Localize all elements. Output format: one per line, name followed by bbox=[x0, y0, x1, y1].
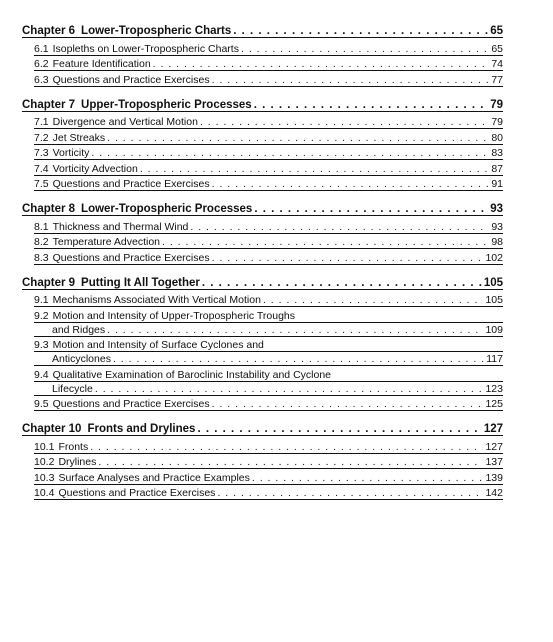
section-title: Surface Analyses and Practice Examples bbox=[58, 471, 250, 484]
section-title: Divergence and Vertical Motion bbox=[52, 116, 198, 128]
chapter-block bbox=[22, 420, 503, 500]
section-title: Questions and Practice Exercises bbox=[52, 251, 210, 264]
section-entry-link[interactable] bbox=[34, 292, 503, 308]
section-title-continued: and Ridges bbox=[52, 323, 106, 336]
section-title-continued: Anticyclones bbox=[52, 353, 111, 365]
dot-leader bbox=[95, 383, 484, 395]
chapter-title: Putting It All Together bbox=[81, 276, 200, 289]
section-entry-link[interactable] bbox=[34, 145, 503, 161]
section-line-continued bbox=[34, 382, 503, 396]
section-number: 6.2 bbox=[34, 58, 49, 70]
dot-leader bbox=[202, 277, 482, 289]
section-title: Vorticity Advection bbox=[52, 162, 138, 175]
dot-leader bbox=[200, 116, 489, 128]
section-entry-link[interactable] bbox=[34, 129, 503, 145]
section-number: 7.2 bbox=[34, 131, 49, 144]
section-page-number: 105 bbox=[485, 294, 503, 306]
section-title: Drylines bbox=[58, 456, 97, 468]
chapter-block bbox=[22, 96, 503, 192]
chapter-heading-link[interactable] bbox=[22, 420, 503, 436]
section-number: 9.1 bbox=[34, 294, 49, 306]
section-entry-link[interactable] bbox=[34, 40, 503, 56]
section-entry-link[interactable] bbox=[34, 307, 503, 337]
chapter-page-number: 93 bbox=[490, 203, 503, 215]
chapter-page-number: 105 bbox=[483, 276, 503, 289]
section-number: 8.3 bbox=[34, 251, 49, 264]
section-page-number: 137 bbox=[485, 456, 503, 468]
dot-leader bbox=[113, 353, 484, 365]
section-entry-link[interactable] bbox=[34, 218, 503, 234]
section-title: Questions and Practice Exercises bbox=[58, 487, 216, 499]
dot-leader bbox=[254, 203, 488, 215]
dot-leader bbox=[212, 252, 484, 264]
section-page-number: 139 bbox=[485, 471, 503, 484]
section-number: 6.1 bbox=[34, 42, 49, 55]
chapter-page-number: 79 bbox=[490, 98, 503, 111]
section-entry-link[interactable] bbox=[34, 485, 503, 501]
table-of-contents bbox=[22, 22, 503, 509]
section-title: Questions and Practice Exercises bbox=[52, 178, 210, 190]
section-number: 7.4 bbox=[34, 162, 49, 175]
section-entry-link[interactable] bbox=[34, 234, 503, 250]
chapter-page-number: 127 bbox=[483, 423, 503, 435]
section-page-number: 77 bbox=[491, 73, 503, 86]
section-title: Qualitative Examination of Baroclinic Instability and Cyclone bbox=[52, 368, 331, 381]
section-title: Fronts bbox=[58, 440, 89, 453]
chapter-number: Chapter 9 bbox=[22, 276, 76, 289]
section-number: 10.4 bbox=[34, 487, 55, 499]
section-line bbox=[34, 337, 503, 353]
dot-leader bbox=[263, 294, 484, 306]
chapter-title: Lower-Tropospheric Processes bbox=[81, 203, 253, 215]
chapter-title: Upper-Tropospheric Processes bbox=[81, 98, 252, 111]
section-entry-link[interactable] bbox=[34, 454, 503, 470]
section-number: 8.2 bbox=[34, 236, 49, 248]
section-page-number: 80 bbox=[491, 131, 503, 144]
section-title: Questions and Practice Exercises bbox=[52, 398, 210, 410]
chapter-number: Chapter 10 bbox=[22, 423, 82, 435]
dot-leader bbox=[190, 221, 489, 233]
section-number: 8.1 bbox=[34, 220, 49, 233]
section-line bbox=[34, 307, 503, 323]
section-title: Isopleths on Lower-Tropospheric Charts bbox=[52, 42, 239, 55]
section-entry-link[interactable] bbox=[34, 176, 503, 192]
section-title: Mechanisms Associated With Vertical Motion bbox=[52, 294, 261, 306]
section-number: 6.3 bbox=[34, 73, 49, 86]
chapter-block bbox=[22, 274, 503, 412]
chapter-heading-link[interactable] bbox=[22, 22, 503, 38]
section-title: Vorticity bbox=[52, 147, 90, 159]
section-page-number: 65 bbox=[491, 42, 503, 55]
dot-leader bbox=[254, 99, 489, 111]
section-page-number: 117 bbox=[486, 353, 503, 365]
chapter-title: Fronts and Drylines bbox=[87, 423, 196, 435]
section-title: Questions and Practice Exercises bbox=[52, 73, 210, 86]
section-number: 10.1 bbox=[34, 440, 55, 453]
chapter-block bbox=[22, 22, 503, 87]
section-entry-link[interactable] bbox=[34, 160, 503, 176]
section-entry-link[interactable] bbox=[34, 114, 503, 130]
section-entry-link[interactable] bbox=[34, 469, 503, 485]
section-entry-link[interactable] bbox=[34, 366, 503, 396]
section-title: Jet Streaks bbox=[52, 131, 106, 144]
dot-leader bbox=[217, 487, 483, 499]
section-page-number: 123 bbox=[485, 382, 503, 395]
dot-leader bbox=[162, 236, 489, 248]
section-number: 7.3 bbox=[34, 147, 49, 159]
section-number: 7.5 bbox=[34, 178, 49, 190]
section-title: Feature Identification bbox=[52, 58, 151, 70]
dot-leader bbox=[153, 58, 490, 70]
section-entry-link[interactable] bbox=[34, 396, 503, 412]
section-page-number: 98 bbox=[491, 236, 503, 248]
chapter-heading-link[interactable] bbox=[22, 274, 503, 290]
chapter-number: Chapter 8 bbox=[22, 203, 76, 215]
section-page-number: 83 bbox=[491, 147, 503, 159]
section-page-number: 102 bbox=[485, 251, 503, 264]
chapter-page-number: 65 bbox=[490, 25, 503, 37]
section-page-number: 93 bbox=[491, 220, 503, 233]
chapter-heading-link[interactable] bbox=[22, 200, 503, 216]
dot-leader bbox=[241, 43, 489, 55]
section-page-number: 91 bbox=[491, 178, 503, 190]
dot-leader bbox=[107, 132, 489, 144]
section-title-continued: Lifecycle bbox=[52, 382, 93, 395]
dot-leader bbox=[107, 324, 483, 336]
section-entry-link[interactable] bbox=[34, 56, 503, 72]
section-title: Temperature Advection bbox=[52, 236, 161, 248]
section-number: 9.4 bbox=[34, 368, 49, 381]
section-page-number: 142 bbox=[485, 487, 503, 499]
dot-leader bbox=[91, 147, 489, 159]
dot-leader bbox=[252, 472, 484, 484]
section-line-continued bbox=[34, 323, 503, 337]
section-page-number: 127 bbox=[485, 440, 503, 453]
dot-leader bbox=[140, 163, 489, 175]
dot-leader bbox=[90, 441, 483, 453]
section-page-number: 109 bbox=[485, 323, 503, 336]
dot-leader bbox=[212, 74, 490, 86]
section-line-continued bbox=[34, 352, 503, 366]
section-page-number: 87 bbox=[491, 162, 503, 175]
dot-leader bbox=[197, 423, 481, 435]
section-page-number: 74 bbox=[491, 58, 503, 70]
dot-leader bbox=[212, 398, 484, 410]
dot-leader bbox=[98, 456, 483, 468]
dot-leader bbox=[233, 25, 488, 37]
section-page-number: 79 bbox=[491, 116, 503, 128]
chapter-heading-link[interactable] bbox=[22, 96, 503, 112]
chapter-number: Chapter 7 bbox=[22, 98, 76, 111]
section-number: 7.1 bbox=[34, 116, 49, 128]
section-entry-link[interactable] bbox=[34, 249, 503, 265]
dot-leader bbox=[212, 178, 490, 190]
section-number: 9.5 bbox=[34, 398, 49, 410]
section-page-number: 125 bbox=[485, 398, 503, 410]
chapter-number: Chapter 6 bbox=[22, 25, 76, 37]
section-entry-link[interactable] bbox=[34, 71, 503, 87]
section-number: 10.2 bbox=[34, 456, 55, 468]
section-number: 9.3 bbox=[34, 339, 49, 351]
chapter-title: Lower-Tropospheric Charts bbox=[81, 25, 232, 37]
section-entry-link[interactable] bbox=[34, 337, 503, 367]
section-line bbox=[34, 366, 503, 382]
chapter-block bbox=[22, 200, 503, 265]
section-entry-link[interactable] bbox=[34, 438, 503, 454]
section-title: Motion and Intensity of Surface Cyclones and bbox=[52, 339, 264, 351]
section-title: Thickness and Thermal Wind bbox=[52, 220, 189, 233]
section-title: Motion and Intensity of Upper-Tropospheric Troughs bbox=[52, 309, 296, 322]
section-number: 10.3 bbox=[34, 471, 55, 484]
section-number: 9.2 bbox=[34, 309, 49, 322]
